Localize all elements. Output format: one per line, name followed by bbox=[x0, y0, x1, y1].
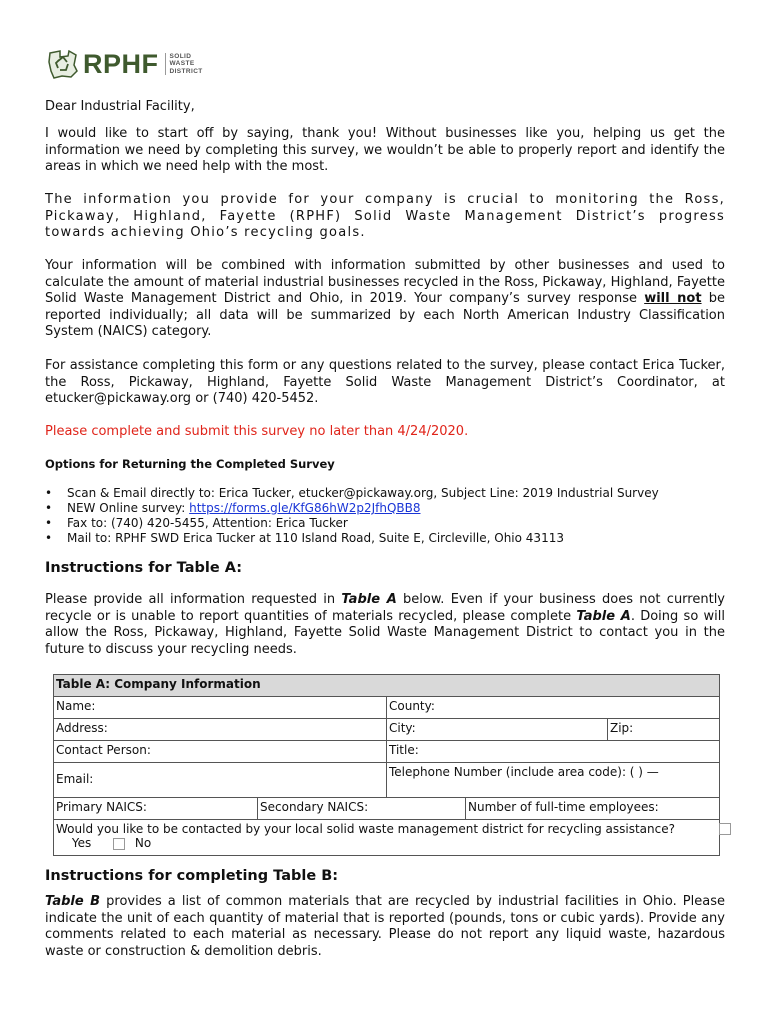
primary-naics-field[interactable]: Primary NAICS: bbox=[56, 800, 147, 814]
table-a-title: Table A: Company Information bbox=[54, 675, 719, 696]
yes-label: Yes bbox=[71, 836, 92, 850]
return-options-heading: Options for Returning the Completed Survey bbox=[45, 457, 335, 471]
return-options-list bbox=[45, 486, 659, 546]
contact-person-field[interactable]: Contact Person: bbox=[56, 743, 151, 757]
name-field[interactable]: Name: bbox=[56, 699, 96, 713]
table-a-instructions-heading: Instructions for Table A: bbox=[45, 560, 243, 576]
employees-field[interactable]: Number of full-time employees: bbox=[465, 798, 719, 819]
deadline-notice: Please complete and submit this survey no later than 4/24/2020. bbox=[45, 424, 469, 439]
rphf-logo bbox=[46, 46, 203, 82]
table-a-company-information bbox=[53, 674, 720, 856]
address-field[interactable]: Address: bbox=[56, 721, 108, 735]
city-field[interactable]: City: bbox=[386, 719, 607, 740]
assistance-paragraph: For assistance completing this form or any questions related to the survey, please contact Erica Tucker, the Ross, Pickaway, Highland, Fayette Solid Waste Management District’s Coordinator, at etucker@pickaway.org or (740) 420-5452. bbox=[45, 358, 725, 407]
intro-paragraph: I would like to start off by saying, thank you! Without businesses like you, helping us get the information we need by completing this survey, we wouldn’t be able to properly report and identify the areas in which we need help with the most. bbox=[45, 126, 725, 175]
contact-assistance-question: Would you like to be contacted by your local solid waste management district for recycling assistance? Yes No bbox=[54, 820, 719, 855]
table-b-instructions-text: Table B provides a list of common materials that are recycled by industrial facilities in Ohio. Please indicate the unit of each quantity of material that is reported (pounds, tons or cubic yards). Provide any comments related to each material as necessary. Please do not report any liquid waste, hazardous waste or construction & demolition debris. bbox=[45, 894, 725, 959]
county-field[interactable]: County: bbox=[386, 697, 719, 718]
logo-subtitle: SOLID WASTE DISTRICT bbox=[165, 53, 203, 76]
title-field[interactable]: Title: bbox=[386, 741, 719, 762]
telephone-field[interactable]: Telephone Number (include area code): ( ) — bbox=[386, 763, 719, 797]
no-label: No bbox=[134, 836, 152, 850]
recycle-logo-icon bbox=[46, 47, 80, 81]
data-usage-paragraph: Your information will be combined with information submitted by other businesses and used to calculate the amount of material industrial businesses recycled in the Ross, Pickaway, Highland, Fayette Solid Waste Management District and Ohio, in 2019. Your company’s survey response will not be reported individually; all data will be summarized by each North American Industry Classification System (NAICS) category. bbox=[45, 258, 726, 340]
importance-paragraph: The information you provide for your company is crucial to monitoring the Ross, Pickaway, Highland, Fayette (RPHF) Solid Waste Management District’s progress towards achieving Ohio’s recycling goals. bbox=[45, 192, 725, 241]
logo-text: RPHF bbox=[83, 48, 159, 79]
survey-link[interactable]: https://forms.gle/KfG86hW2p2JfhQBB8 bbox=[189, 501, 421, 515]
table-a-instructions-text: Please provide all information requested in Table A below. Even if your business does not currently recycle or is unable to report quantities of materials recycled, please complete Table A. Doing so will allow the Ross, Pickaway, Highland, Fayette Solid Waste Management District to contact you in the future to discuss your recycling needs. bbox=[45, 592, 726, 657]
table-b-instructions-heading: Instructions for completing Table B: bbox=[45, 868, 339, 884]
will-not-emphasis: will not bbox=[644, 291, 702, 307]
email-field[interactable]: Email: bbox=[56, 772, 94, 786]
no-checkbox[interactable] bbox=[113, 838, 125, 850]
option-mail: • Mail to: RPHF SWD Erica Tucker at 110 Island Road, Suite E, Circleville, Ohio 43113 bbox=[45, 531, 659, 546]
option-fax: • Fax to: (740) 420-5455, Attention: Erica Tucker bbox=[45, 516, 659, 531]
secondary-naics-field[interactable]: Secondary NAICS: bbox=[257, 798, 465, 819]
option-online: • NEW Online survey: https://forms.gle/KfG86hW2p2JfhQBB8 bbox=[45, 501, 659, 516]
zip-field[interactable]: Zip: bbox=[607, 719, 719, 740]
option-email: • Scan & Email directly to: Erica Tucker, etucker@pickaway.org, Subject Line: 2019 Industrial Survey bbox=[45, 486, 659, 501]
salutation: Dear Industrial Facility, bbox=[45, 99, 195, 114]
